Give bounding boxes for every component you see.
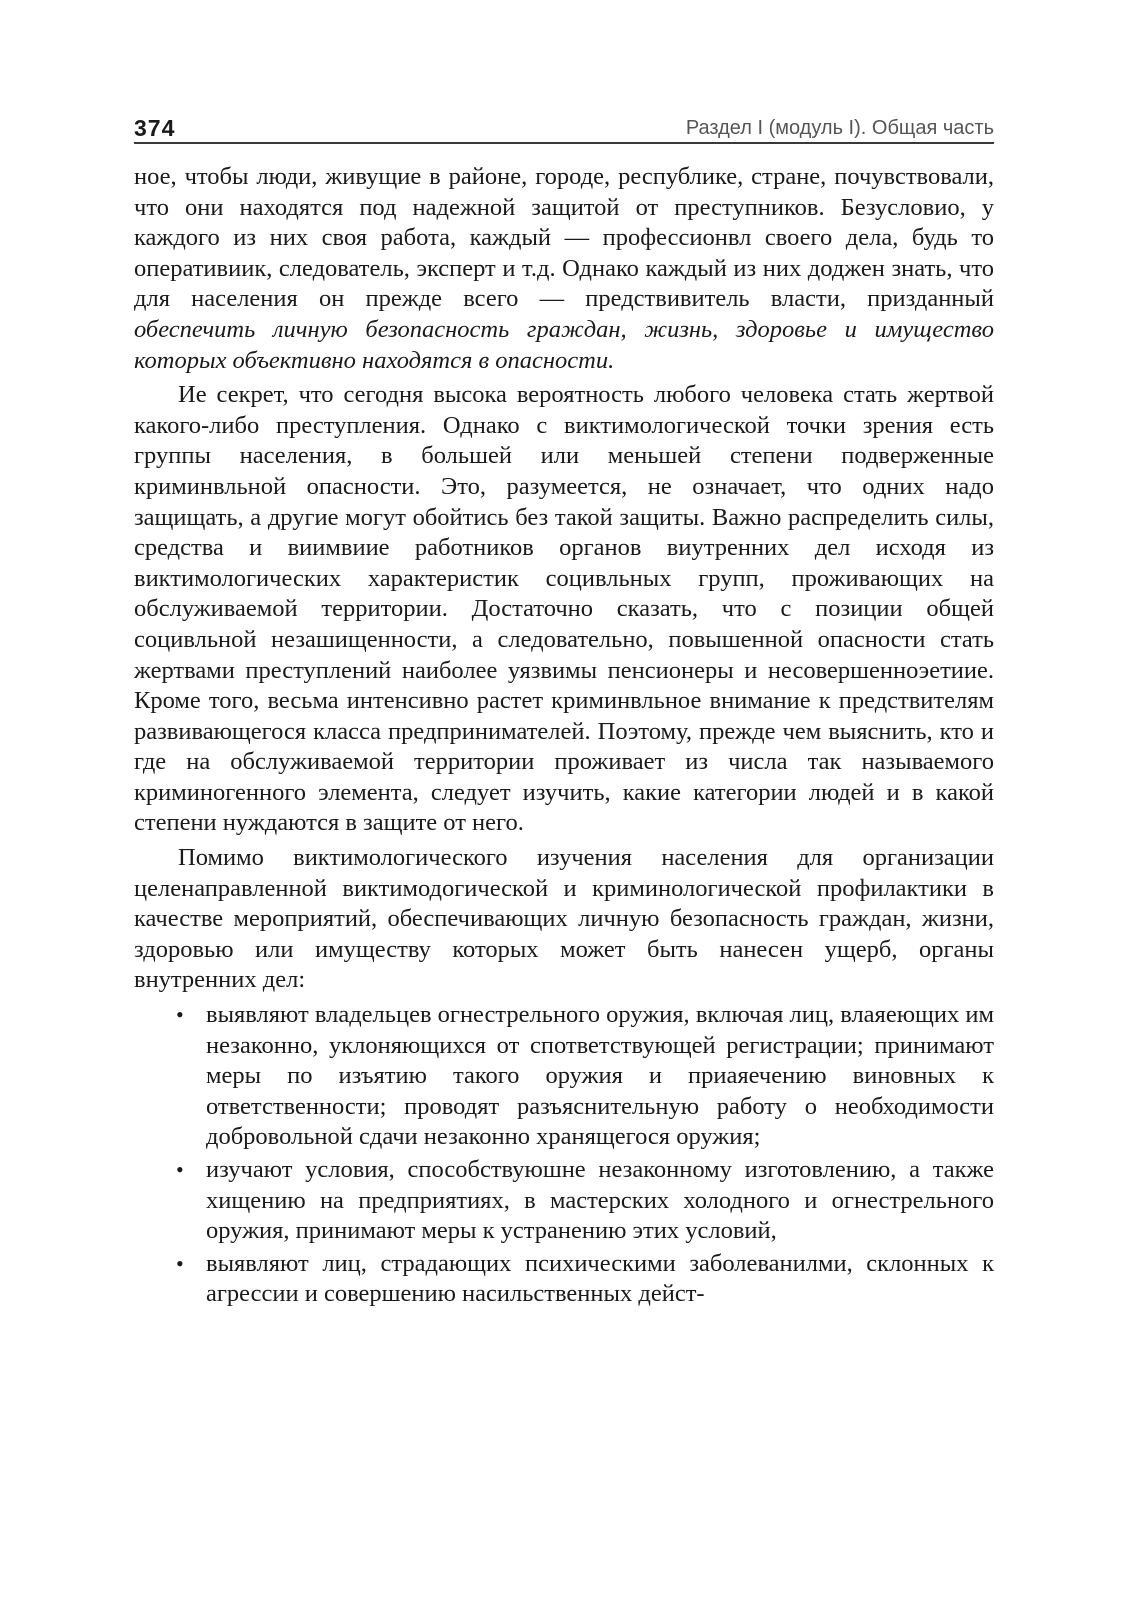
bullet-icon: •: [176, 1157, 184, 1182]
measures-list: [134, 1000, 994, 1310]
list-item: [134, 1249, 994, 1310]
list-item: [134, 1155, 994, 1247]
list-item: [134, 1000, 994, 1153]
list-item-text: выявляют владельцев огнестрельного оружия, включая лиц, влаяеющих им незаконно, уклоняющихся от спответствующей регистрации; принимают меры по изъятию такого оружия и приаяечению виновных к ответственности; проводят разъяснительную работу о необходимости добровольной сдачи незаконно хранящегося оружия;: [206, 1001, 994, 1151]
book-page: [134, 108, 994, 1312]
body-text: [134, 162, 994, 1310]
paragraph-1-italic-text: обеспечить личную безопасность граждан, жизнь, здоровье и имущество которых объективно находятся в опасности.: [134, 315, 994, 374]
paragraph-3: Помимо виктимологического изучения населения для организации целенаправленной виктимодогической и криминологической профилактики в качестве мероприятий, обеспечивающих личную безопасность граждан, жизни, здоровью или имуществу которых может быть нанесен ущерб, органы внутренних дел:: [134, 844, 994, 994]
running-header: [134, 108, 994, 144]
bullet-icon: •: [176, 1002, 184, 1028]
list-item-text: изучают условия, способствуюшне незаконному изготовлению, а также хищению на предприятиях, в мастерских холодного и огнестрельного оружия, принимают меры к устранению этих условий,: [206, 1156, 994, 1245]
paragraph-2: Ие секрет, что сегодня высока вероятность любого человека стать жертвой какого-либо преступления. Однако с виктимологической точки зрения есть группы населения, в большей или меньшей степени подверженные криминвльной опасности. Это, разумеется, не означает, что одних надо защищать, а другие могут обойтись без такой защиты. Важно распределить силы, средства и виимвиие работников органов виутренних дел исходя из виктимологических характеристик социвльных групп, проживающих на обслуживаемой территории. Достаточно сказать, что с позиции общей социвльной незашищенности, а следовательно, повышенной опасности стать жертвами преступлений наиболее уязвимы пенсионеры и несовершенноэетиие. Кроме того, весьма интенсивно растет криминвльное внимание к предствителям развивающегося класса предпринимателей. Поэтому, прежде чем выяснить, кто и где на обслуживаемой территории проживает из числа так называемого криминогенного элемента, следует изучить, какие категории людей и в какой степени нуждаются в защите от него.: [134, 381, 994, 837]
page-number: 374: [134, 115, 176, 141]
running-title: Раздел I (модуль I). Общая часть: [685, 117, 994, 139]
paragraph-1-text: ное, чтобы люди, живущие в районе, городе, республике, стране, почувствовали, что они находятся под надежной защитой от преступников. Безусловио, у каждого из них своя работа, каждый — профессионвл своего дела, будь то оперативиик, следователь, эксперт и т.д. Однако каждый из них доджен знать, что для населения он прежде всего — предствивитель власти, призданный: [134, 163, 994, 313]
list-item-text: выявляют лиц, страдающих психическими заболеванилми, склонных к агрессии и совершению насильственных дейст-: [206, 1249, 994, 1308]
bullet-icon: •: [176, 1250, 184, 1276]
paragraph-1: [134, 162, 994, 376]
